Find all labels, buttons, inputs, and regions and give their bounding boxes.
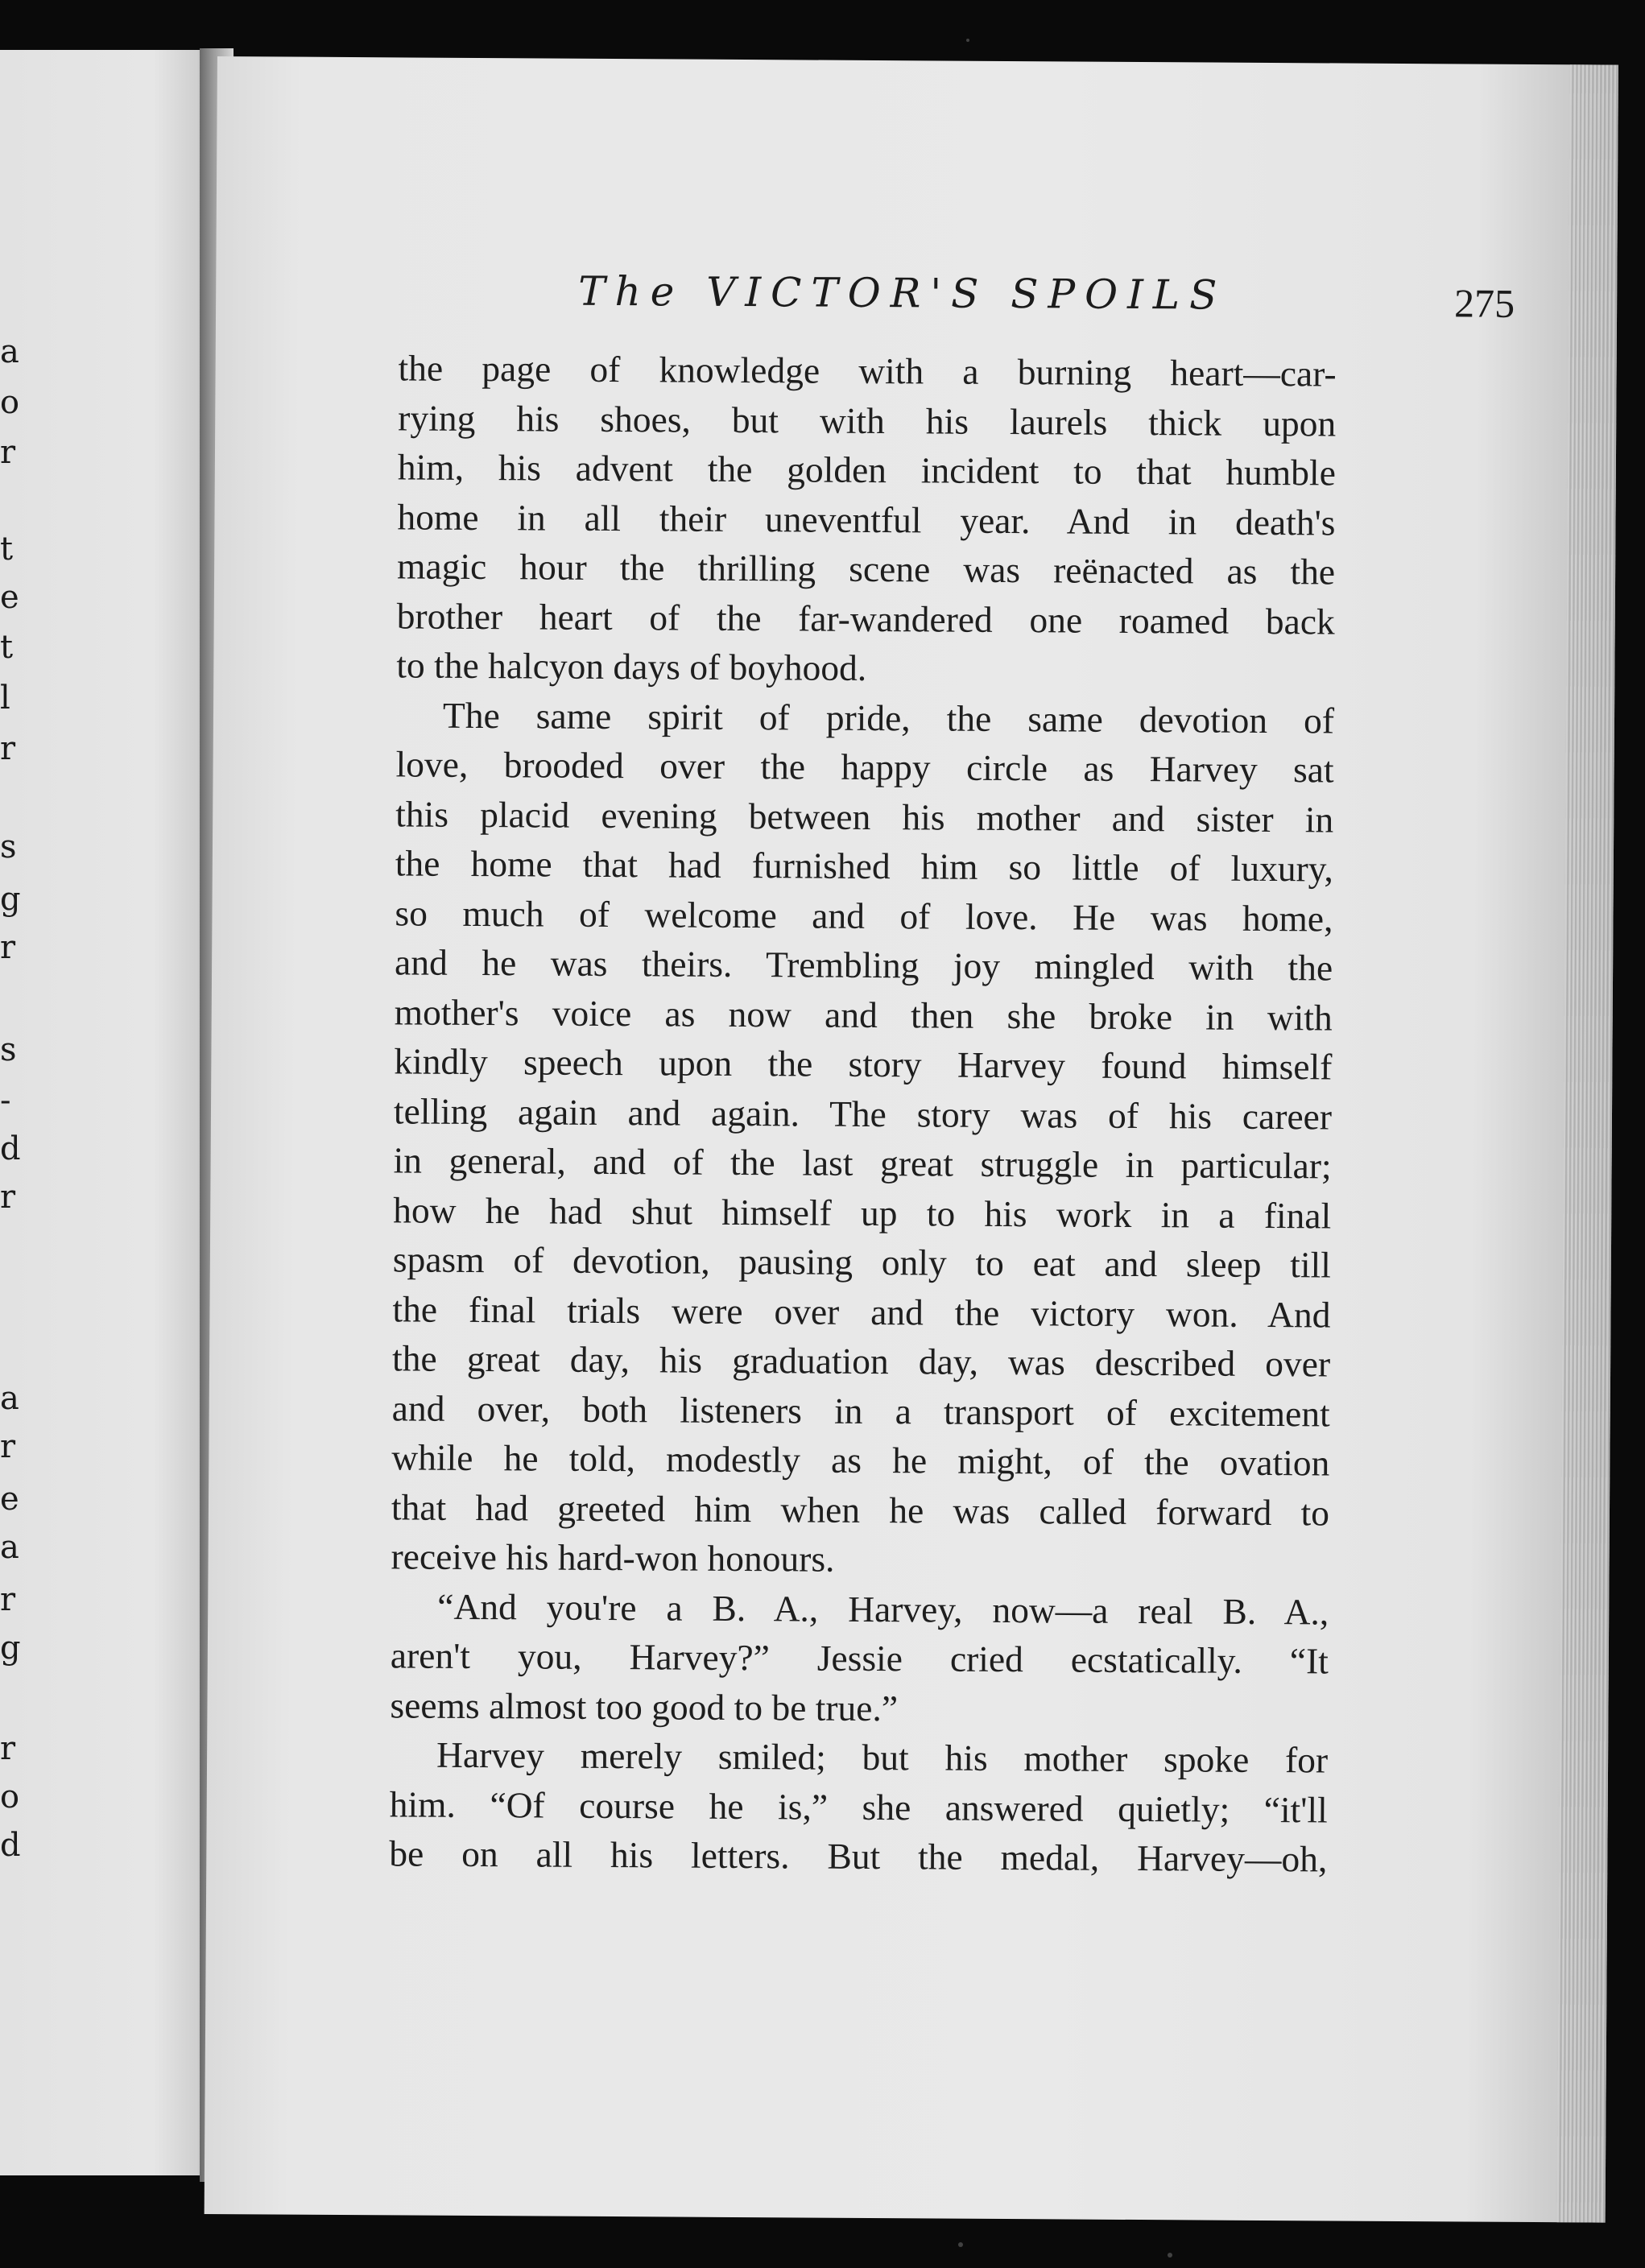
text-line: “And you're a B. A., Harvey, now—a real B. A., [437,1585,1329,1632]
left-margin-char: a [0,1529,19,1566]
left-margin-char: l [0,680,10,717]
left-margin-char: r [0,730,16,767]
text-line: seems almost too good to be true.” [390,1683,899,1729]
text-line: The same spirit of pride, the same devotion of [442,694,1335,741]
left-margin-char: g [0,881,21,918]
text-line: and he was theirs. Trembling joy mingled with the [394,941,1333,989]
left-margin-char: r [0,1730,16,1767]
text-line: and over, both listeners in a transport of excitement [391,1386,1330,1434]
text-line: be on all his letters. But the medal, Harvey—oh, [389,1832,1328,1880]
left-margin-char: s [0,1031,17,1068]
text-line: brother heart of the far-wandered one roamed back [396,594,1335,642]
left-margin-char: a [0,333,19,370]
text-line: how he had shut himself up to his work in a final [393,1188,1332,1236]
running-title: The VICTOR'S SPOILS [578,267,1227,319]
left-margin-char: r [0,1179,16,1216]
text-line: while he told, modestly as he might, of the ovation [391,1436,1330,1484]
text-line: to the halcyon days of boyhood. [396,644,867,688]
text-line: mother's voice as now and then she broke in with [394,990,1333,1038]
left-margin-char: d [0,1130,21,1167]
text-line: receive his hard-won honours. [391,1535,835,1580]
left-margin-char: r [0,434,16,471]
text-line: him. “Of course he is,” she answered quietly; “it'll [389,1783,1328,1830]
body-text [389,343,1337,1884]
text-line: kindly speech upon the story Harvey found himself [394,1040,1333,1088]
text-line: spasm of devotion, pausing only to eat and sleep till [392,1238,1332,1286]
left-margin-char: e [0,1481,19,1518]
scan-speck [958,2242,963,2247]
text-line: telling again and again. The story was of his career [393,1089,1333,1137]
left-margin-char: d [0,1827,21,1864]
left-margin-char: t [0,531,14,568]
page-edge-stack [1557,64,1618,2222]
text-line: love, brooded over the happy circle as Harvey sat [395,743,1334,791]
text-line: him, his advent the golden incident to that humble [397,446,1337,494]
text-line: home in all their uneventful year. And in death's [397,495,1336,543]
text-line: the page of knowledge with a burning heart—car- [398,347,1337,395]
text-line: the final trials were over and the victory won. And [392,1287,1331,1335]
scan-speck [1168,2253,1172,2258]
text-line: this placid evening between his mother and sister in [395,792,1334,840]
left-margin-char: r [0,1581,16,1618]
left-facing-page [0,50,219,2175]
scan-speck [966,39,969,42]
left-margin-char: a [0,1380,19,1417]
page-number: 275 [1453,280,1515,326]
left-margin-char: e [0,579,19,616]
text-line: so much of welcome and of love. He was home, [395,891,1333,939]
left-page-cut-off-text [0,50,24,2175]
text-line: in general, and of the last great struggle in particular; [393,1139,1332,1187]
left-margin-char: g [0,1630,21,1667]
text-line: rying his shoes, but with his laurels thick upon [398,396,1337,444]
text-line: the home that had furnished him so little of luxury, [395,842,1334,890]
left-margin-char: t [0,629,14,666]
left-margin-char: r [0,929,16,966]
left-margin-char: o [0,1778,20,1816]
left-margin-char: - [0,1082,11,1119]
left-margin-char: o [0,384,20,421]
text-line: the great day, his graduation day, was described over [391,1337,1331,1385]
left-margin-char: s [0,828,17,865]
text-line: that had greeted him when he was called forward to [391,1485,1330,1533]
text-line: aren't you, Harvey?” Jessie cried ecstatically. “It [390,1634,1329,1682]
left-margin-char: r [0,1428,16,1465]
page-header [578,268,1560,338]
text-line: Harvey merely smiled; but his mother spoke for [436,1733,1329,1781]
text-line: magic hour the thrilling scene was reënacted as the [396,545,1336,593]
right-page [205,56,1618,2223]
